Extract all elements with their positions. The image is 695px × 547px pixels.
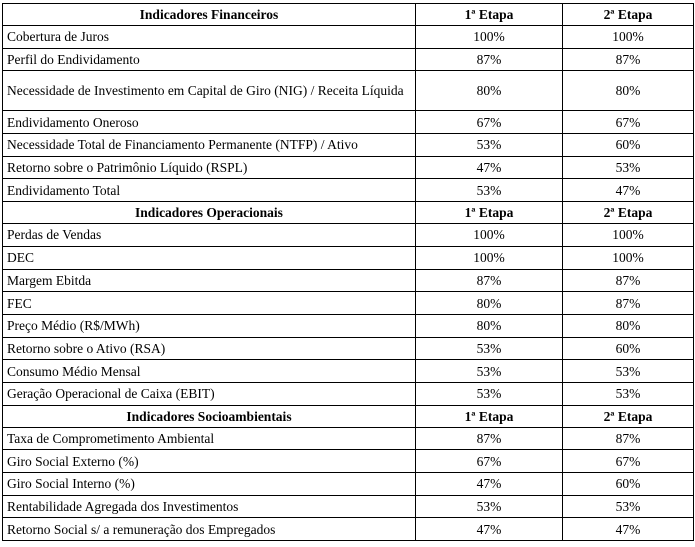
table-row	[3, 337, 694, 360]
indicator-name: Perdas de Vendas	[3, 224, 416, 247]
stage1-value: 67%	[416, 111, 563, 134]
stage1-value: 47%	[416, 156, 563, 179]
stage2-header: 2ª Etapa	[563, 202, 694, 224]
section-title: Indicadores Financeiros	[3, 4, 416, 26]
table-row	[3, 382, 694, 405]
stage1-value: 100%	[416, 224, 563, 247]
indicator-name: DEC	[3, 246, 416, 269]
table-row	[3, 450, 694, 473]
table-row	[3, 269, 694, 292]
indicator-name: Giro Social Externo (%)	[3, 450, 416, 473]
stage2-value: 100%	[563, 224, 694, 247]
stage2-value: 87%	[563, 292, 694, 315]
stage2-value: 47%	[563, 179, 694, 202]
table-row	[3, 360, 694, 383]
stage1-value: 53%	[416, 179, 563, 202]
stage1-value: 53%	[416, 495, 563, 518]
stage1-header: 1ª Etapa	[416, 405, 563, 427]
indicators-table-body	[3, 4, 694, 541]
stage2-value: 87%	[563, 427, 694, 450]
stage1-value: 87%	[416, 427, 563, 450]
stage1-value: 47%	[416, 473, 563, 496]
indicator-name: Necessidade de Investimento em Capital de Giro (NIG) / Receita Líquida	[3, 71, 416, 111]
stage1-value: 53%	[416, 337, 563, 360]
stage1-header: 1ª Etapa	[416, 4, 563, 26]
indicator-name: Consumo Médio Mensal	[3, 360, 416, 383]
indicator-name: Taxa de Comprometimento Ambiental	[3, 427, 416, 450]
table-row	[3, 111, 694, 134]
stage1-value: 53%	[416, 382, 563, 405]
stage1-value: 47%	[416, 518, 563, 541]
table-row	[3, 71, 694, 111]
indicator-name: Retorno Social s/ a remuneração dos Empregados	[3, 518, 416, 541]
indicator-name: Perfil do Endividamento	[3, 48, 416, 71]
table-row	[3, 134, 694, 157]
table-row	[3, 495, 694, 518]
section-header-row	[3, 202, 694, 224]
stage2-value: 100%	[563, 26, 694, 49]
indicator-name: Geração Operacional de Caixa (EBIT)	[3, 382, 416, 405]
stage1-value: 100%	[416, 246, 563, 269]
stage2-value: 100%	[563, 246, 694, 269]
stage2-value: 53%	[563, 360, 694, 383]
stage2-value: 67%	[563, 111, 694, 134]
table-row	[3, 48, 694, 71]
indicator-name: Endividamento Oneroso	[3, 111, 416, 134]
stage2-value: 87%	[563, 48, 694, 71]
stage1-value: 53%	[416, 360, 563, 383]
stage2-value: 80%	[563, 314, 694, 337]
stage2-value: 80%	[563, 71, 694, 111]
table-row	[3, 518, 694, 541]
stage1-header: 1ª Etapa	[416, 202, 563, 224]
table-row	[3, 246, 694, 269]
indicator-name: Retorno sobre o Ativo (RSA)	[3, 337, 416, 360]
stage2-value: 53%	[563, 495, 694, 518]
stage1-value: 80%	[416, 292, 563, 315]
table-row	[3, 224, 694, 247]
section-title: Indicadores Operacionais	[3, 202, 416, 224]
stage2-header: 2ª Etapa	[563, 4, 694, 26]
section-header-row	[3, 405, 694, 427]
stage1-value: 87%	[416, 48, 563, 71]
stage2-value: 60%	[563, 134, 694, 157]
stage2-value: 53%	[563, 156, 694, 179]
indicator-name: Endividamento Total	[3, 179, 416, 202]
stage2-header: 2ª Etapa	[563, 405, 694, 427]
indicator-name: Cobertura de Juros	[3, 26, 416, 49]
stage1-value: 67%	[416, 450, 563, 473]
stage1-value: 80%	[416, 314, 563, 337]
indicators-table	[2, 3, 694, 541]
indicator-name: Retorno sobre o Patrimônio Líquido (RSPL)	[3, 156, 416, 179]
section-header-row	[3, 4, 694, 26]
section-title: Indicadores Socioambientais	[3, 405, 416, 427]
stage1-value: 80%	[416, 71, 563, 111]
stage2-value: 87%	[563, 269, 694, 292]
table-row	[3, 156, 694, 179]
table-row	[3, 292, 694, 315]
stage1-value: 53%	[416, 134, 563, 157]
indicator-name: Giro Social Interno (%)	[3, 473, 416, 496]
indicator-name: Rentabilidade Agregada dos Investimentos	[3, 495, 416, 518]
indicator-name: FEC	[3, 292, 416, 315]
stage1-value: 100%	[416, 26, 563, 49]
stage2-value: 60%	[563, 337, 694, 360]
stage2-value: 67%	[563, 450, 694, 473]
indicator-name: Preço Médio (R$/MWh)	[3, 314, 416, 337]
table-row	[3, 473, 694, 496]
stage2-value: 53%	[563, 382, 694, 405]
table-row	[3, 26, 694, 49]
table-row	[3, 179, 694, 202]
indicator-name: Necessidade Total de Financiamento Permanente (NTFP) / Ativo	[3, 134, 416, 157]
stage2-value: 60%	[563, 473, 694, 496]
table-row	[3, 427, 694, 450]
table-row	[3, 314, 694, 337]
stage2-value: 47%	[563, 518, 694, 541]
indicator-name: Margem Ebitda	[3, 269, 416, 292]
stage1-value: 87%	[416, 269, 563, 292]
